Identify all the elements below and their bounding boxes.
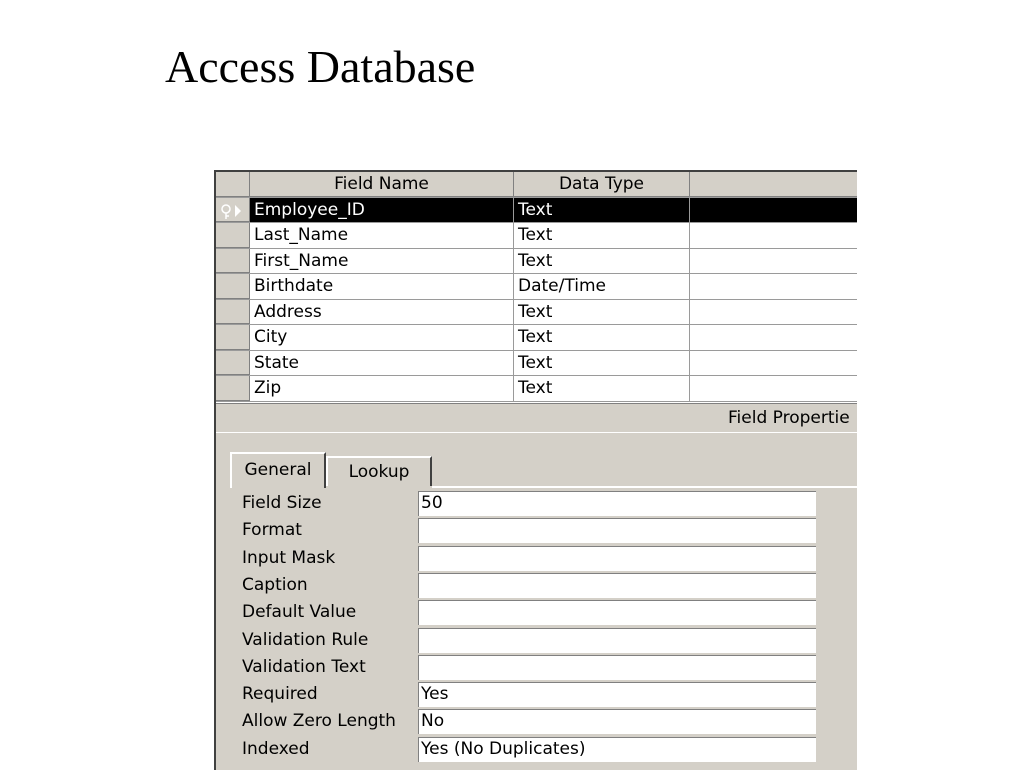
description-cell[interactable] xyxy=(690,198,857,223)
property-row xyxy=(216,517,857,544)
format-input[interactable] xyxy=(418,518,816,543)
row-selector[interactable] xyxy=(216,198,250,223)
design-grid xyxy=(216,172,857,403)
data-type-cell[interactable]: Text xyxy=(514,198,690,223)
field-row[interactable] xyxy=(216,351,857,377)
property-label: Field Size xyxy=(242,493,322,513)
properties-tabs xyxy=(230,452,850,488)
slide-title: Access Database xyxy=(165,41,476,92)
input-mask-input[interactable] xyxy=(418,546,816,571)
field-row[interactable] xyxy=(216,376,857,402)
data-type-cell[interactable]: Text xyxy=(514,376,690,401)
field-properties-label: Field Propertie xyxy=(728,408,850,428)
tab-general[interactable]: General xyxy=(230,452,326,488)
description-cell[interactable] xyxy=(690,376,857,401)
field-size-input[interactable]: 50 xyxy=(418,491,816,516)
row-selector[interactable] xyxy=(216,351,250,376)
property-row xyxy=(216,490,857,517)
row-selector[interactable] xyxy=(216,325,250,350)
tab-lookup[interactable]: Lookup xyxy=(326,456,432,486)
validation-rule-input[interactable] xyxy=(418,628,816,653)
property-row xyxy=(216,599,857,626)
field-row[interactable] xyxy=(216,223,857,249)
field-name-cell[interactable]: Employee_ID xyxy=(250,198,514,223)
required-input[interactable]: Yes xyxy=(418,682,816,707)
indexed-input[interactable]: Yes (No Duplicates) xyxy=(418,737,816,762)
property-row xyxy=(216,627,857,654)
row-selector[interactable] xyxy=(216,376,250,401)
data-type-cell[interactable]: Text xyxy=(514,325,690,350)
column-header-data-type[interactable]: Data Type xyxy=(514,172,690,197)
field-properties-bar xyxy=(216,403,857,433)
field-row[interactable] xyxy=(216,249,857,275)
validation-text-input[interactable] xyxy=(418,655,816,680)
column-header-description[interactable] xyxy=(690,172,857,197)
select-all-corner[interactable] xyxy=(216,172,250,197)
field-name-cell[interactable]: Address xyxy=(250,300,514,325)
field-name-cell[interactable]: State xyxy=(250,351,514,376)
column-header-field-name[interactable]: Field Name xyxy=(250,172,514,197)
property-label: Validation Text xyxy=(242,656,366,677)
description-cell[interactable] xyxy=(690,325,857,350)
data-type-cell[interactable]: Text xyxy=(514,351,690,376)
property-label: Default Value xyxy=(242,602,357,623)
property-label: Format xyxy=(242,520,302,541)
field-row[interactable] xyxy=(216,198,857,224)
property-label: Indexed xyxy=(242,738,310,759)
field-name-cell[interactable]: City xyxy=(250,325,514,350)
data-type-cell[interactable]: Date/Time xyxy=(514,274,690,299)
data-type-cell[interactable]: Text xyxy=(514,223,690,248)
property-row xyxy=(216,708,857,735)
table-design-window xyxy=(214,170,857,770)
field-name-cell[interactable]: Zip xyxy=(250,376,514,401)
field-row[interactable] xyxy=(216,300,857,326)
description-cell[interactable] xyxy=(690,351,857,376)
data-type-cell[interactable]: Text xyxy=(514,300,690,325)
allow-zero-length-input[interactable]: No xyxy=(418,709,816,734)
description-cell[interactable] xyxy=(690,300,857,325)
description-cell[interactable] xyxy=(690,249,857,274)
property-row xyxy=(216,545,857,572)
field-name-cell[interactable]: Last_Name xyxy=(250,223,514,248)
property-label: Allow Zero Length xyxy=(242,711,396,732)
data-type-cell[interactable]: Text xyxy=(514,249,690,274)
primary-key-icon xyxy=(220,202,246,220)
field-row[interactable] xyxy=(216,325,857,351)
tab-strip-divider xyxy=(432,486,857,488)
row-selector[interactable] xyxy=(216,249,250,274)
grid-header-row xyxy=(216,172,857,198)
field-row[interactable] xyxy=(216,274,857,300)
default-value-input[interactable] xyxy=(418,600,816,625)
description-cell[interactable] xyxy=(690,274,857,299)
property-row xyxy=(216,654,857,681)
property-label: Validation Rule xyxy=(242,629,369,650)
property-row xyxy=(216,681,857,708)
row-selector[interactable] xyxy=(216,300,250,325)
property-row xyxy=(216,572,857,599)
row-selector[interactable] xyxy=(216,223,250,248)
row-selector[interactable] xyxy=(216,274,250,299)
property-label: Input Mask xyxy=(242,547,336,568)
field-name-cell[interactable]: Birthdate xyxy=(250,274,514,299)
property-label: Caption xyxy=(242,574,308,595)
property-label: Required xyxy=(242,684,318,705)
field-name-cell[interactable]: First_Name xyxy=(250,249,514,274)
property-row xyxy=(216,736,857,763)
caption-input[interactable] xyxy=(418,573,816,598)
description-cell[interactable] xyxy=(690,223,857,248)
